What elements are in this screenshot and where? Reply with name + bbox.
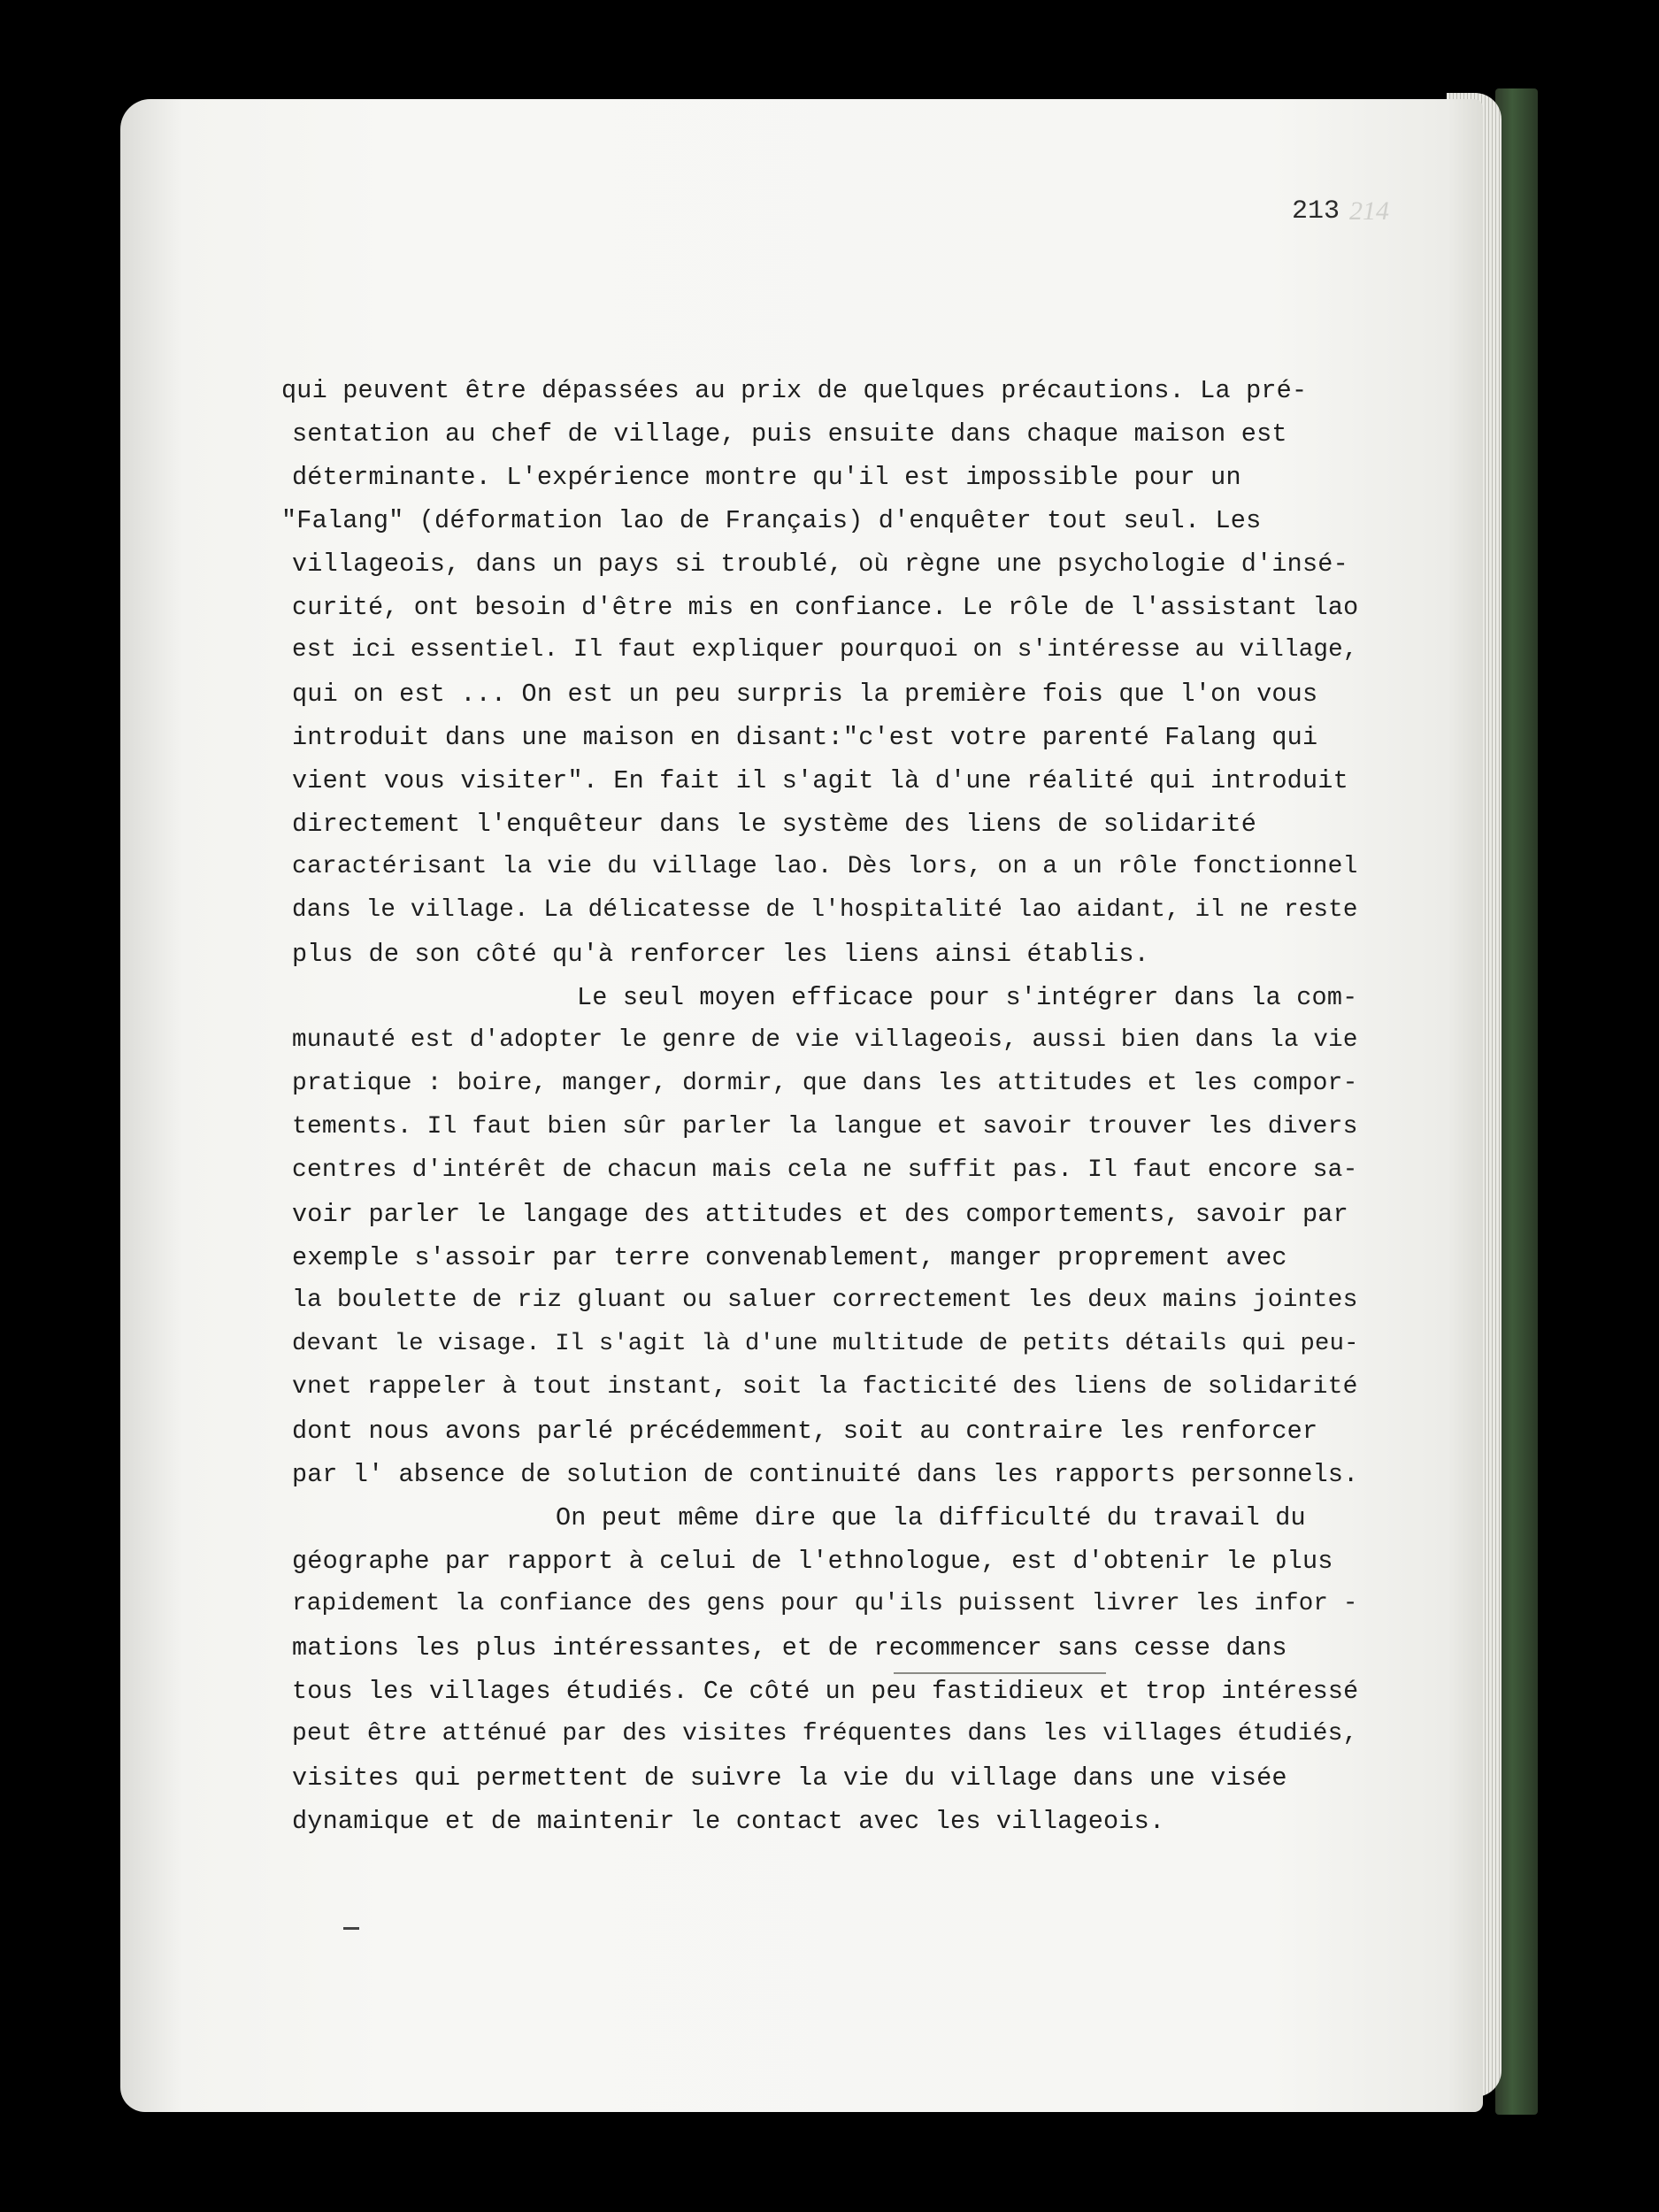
text-line: rapidement la confiance des gens pour qu'ils puissent livrer les infor - bbox=[292, 1590, 1358, 1617]
text-line: sentation au chef de village, puis ensuite dans chaque maison est bbox=[292, 419, 1287, 449]
text-line: villageois, dans un pays si troublé, où règne une psychologie d'insé- bbox=[292, 549, 1348, 579]
text-line: tements. Il faut bien sûr parler la langue et savoir trouver les divers bbox=[292, 1113, 1358, 1141]
text-line: plus de son côté qu'à renforcer les liens ainsi établis. bbox=[292, 940, 1149, 969]
text-line: directement l'enquêteur dans le système des liens de solidarité bbox=[292, 810, 1257, 839]
text-line: munauté est d'adopter le genre de vie villageois, aussi bien dans la vie bbox=[292, 1026, 1358, 1054]
text-line: devant le visage. Il s'agit là d'une multitude de petits détails qui peu- bbox=[292, 1330, 1359, 1357]
text-line: la boulette de riz gluant ou saluer correctement les deux mains jointes bbox=[292, 1286, 1358, 1314]
text-line: dynamique et de maintenir le contact avec les villageois. bbox=[292, 1807, 1165, 1836]
text-line: tous les villages étudiés. Ce côté un peu fastidieux et trop intéressé bbox=[292, 1677, 1359, 1706]
book-cover-edge bbox=[1495, 88, 1538, 2115]
text-line: pratique : boire, manger, dormir, que dans les attitudes et les compor- bbox=[292, 1070, 1358, 1097]
text-line: centres d'intérêt de chacun mais cela ne suffit pas. Il faut encore sa- bbox=[292, 1156, 1358, 1184]
text-line: voir parler le langage des attitudes et des comportements, savoir par bbox=[292, 1200, 1348, 1229]
page-number: 213 bbox=[1292, 196, 1340, 227]
text-line: visites qui permettent de suivre la vie du village dans une visée bbox=[292, 1763, 1287, 1793]
text-line: "Falang" (déformation lao de Français) d'enquêter tout seul. Les bbox=[281, 506, 1262, 535]
text-line: mations les plus intéressantes, et de recommencer sans cesse dans bbox=[292, 1633, 1287, 1663]
text-line: dans le village. La délicatesse de l'hospitalité lao aidant, il ne reste bbox=[292, 896, 1358, 924]
stray-ink-mark bbox=[343, 1927, 359, 1930]
text-line: introduit dans une maison en disant:"c'est votre parenté Falang qui bbox=[292, 723, 1318, 752]
text-line: dont nous avons parlé précédemment, soit au contraire les renforcer bbox=[292, 1417, 1318, 1446]
text-line: déterminante. L'expérience montre qu'il est impossible pour un bbox=[292, 463, 1241, 492]
show-through-page-number: 214 bbox=[1349, 196, 1389, 226]
text-line: qui on est ... On est un peu surpris la première fois que l'on vous bbox=[292, 680, 1318, 709]
text-line: On peut même dire que la difficulté du travail du bbox=[556, 1503, 1306, 1532]
text-line: qui peuvent être dépassées au prix de quelques précautions. La pré- bbox=[281, 376, 1308, 405]
text-line: Le seul moyen efficace pour s'intégrer dans la com- bbox=[577, 983, 1358, 1012]
text-line: peut être atténué par des visites fréquentes dans les villages étudiés, bbox=[292, 1720, 1358, 1747]
text-line: est ici essentiel. Il faut expliquer pourquoi on s'intéresse au village, bbox=[292, 636, 1358, 664]
underline-mark bbox=[894, 1672, 1106, 1674]
text-line: curité, ont besoin d'être mis en confiance. Le rôle de l'assistant lao bbox=[292, 593, 1359, 622]
text-line: vient vous visiter". En fait il s'agit là d'une réalité qui introduit bbox=[292, 766, 1348, 795]
text-line: géographe par rapport à celui de l'ethnologue, est d'obtenir le plus bbox=[292, 1547, 1333, 1576]
text-line: vnet rappeler à tout instant, soit la facticité des liens de solidarité bbox=[292, 1373, 1358, 1401]
text-line: caractérisant la vie du village lao. Dès lors, on a un rôle fonctionnel bbox=[292, 853, 1358, 880]
text-line: par l' absence de solution de continuité dans les rapports personnels. bbox=[292, 1460, 1359, 1489]
text-line: exemple s'assoir par terre convenablement, manger proprement avec bbox=[292, 1243, 1287, 1272]
